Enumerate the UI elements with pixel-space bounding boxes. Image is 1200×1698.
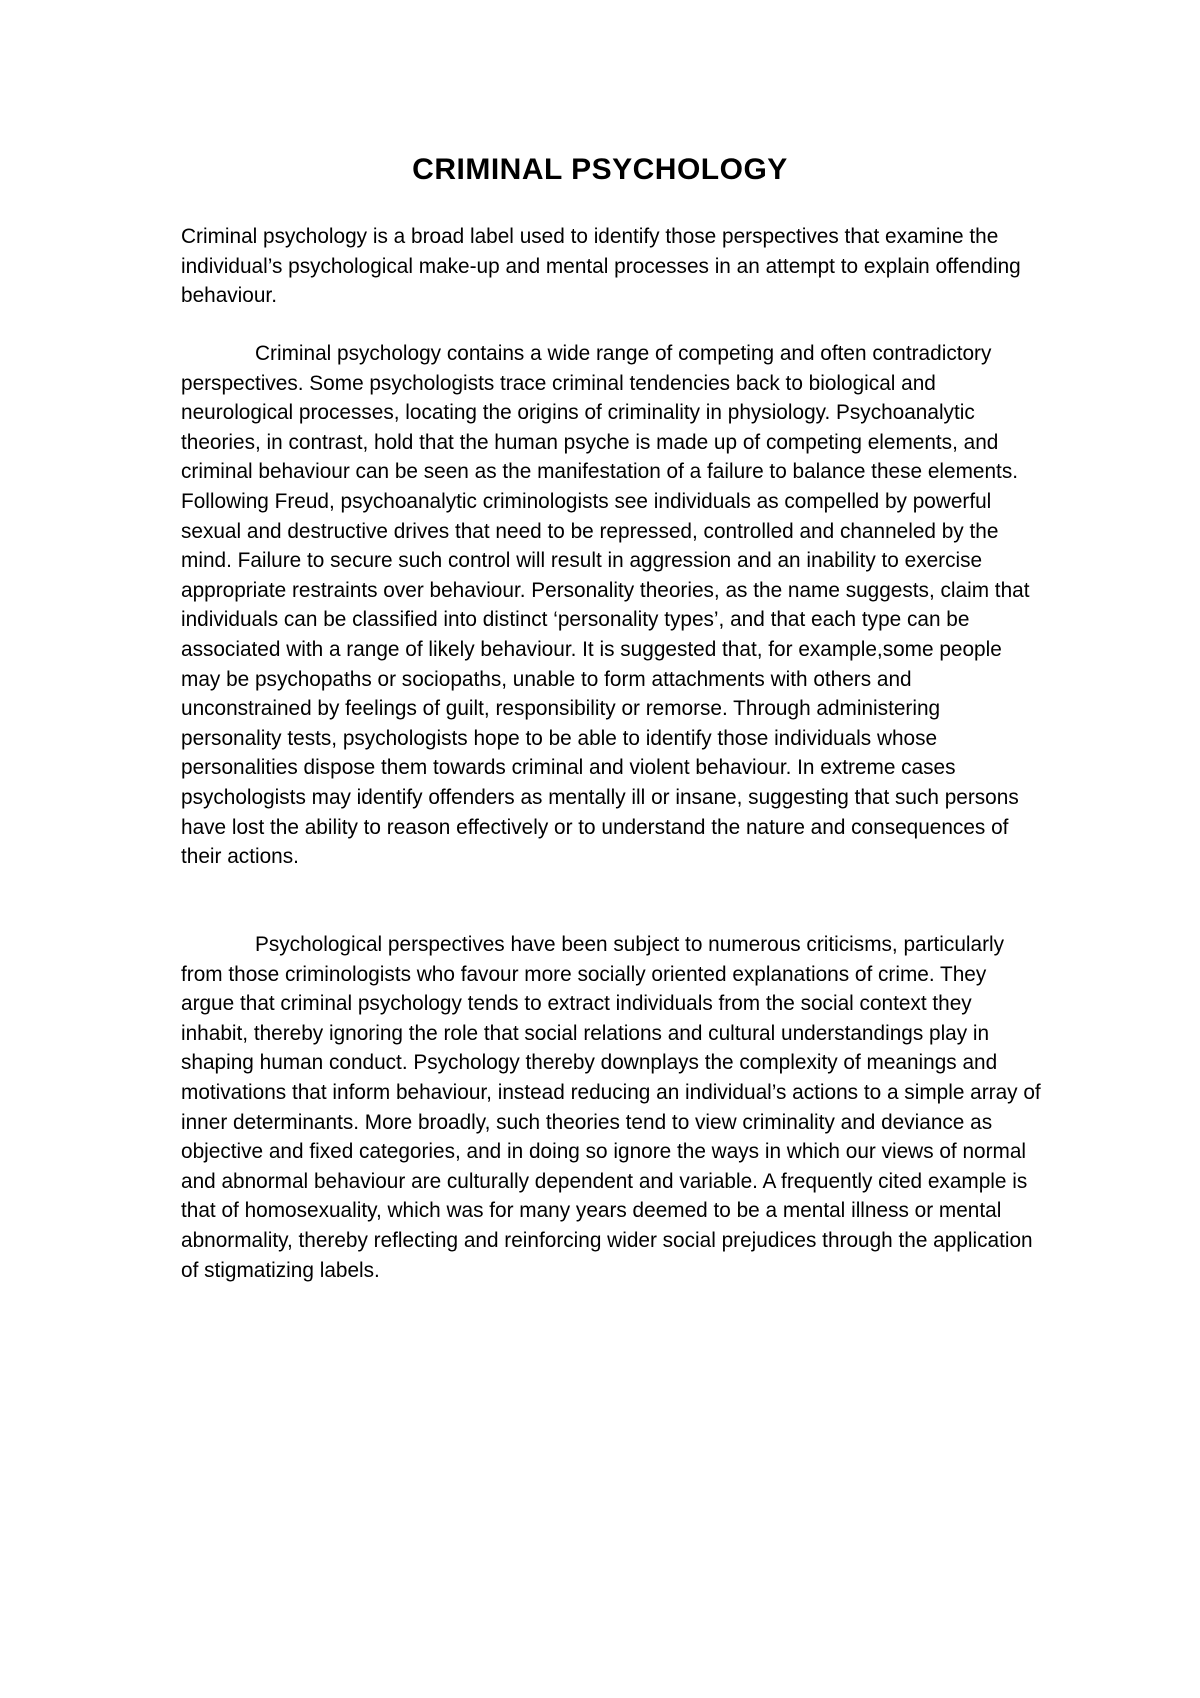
document-title: CRIMINAL PSYCHOLOGY	[412, 153, 788, 186]
paragraph-perspectives: Criminal psychology contains a wide range of competing and often contradictory perspectives. Some psychologists trace criminal tendencies back to biological and neurological processes, locating the origins of criminality in physiology. Psychoanalytic theories, in contrast, hold that the human psyche is made up of competing elements, and criminal behaviour can be seen as the manifestation of a failure to balance these elements. Following Freud, psychoanalytic criminologists see individuals as compelled by powerful sexual and destructive drives that need to be repressed, controlled and channeled by the mind. Failure to secure such control will result in aggression and an inability to exercise appropriate restraints over behaviour. Personality theories, as the name suggests, claim that individuals can be classified into distinct ‘personality types’, and that each type can be associated with a range of likely behaviour. It is suggested that, for example,some people may be psychopaths or sociopaths, unable to form attachments with others and unconstrained by feelings of guilt, responsibility or remorse. Through administering personality tests, psychologists hope to be able to identify those individuals whose personalities dispose them towards criminal and violent behaviour. In extreme cases psychologists may identify offenders as mentally ill or insane, suggesting that such persons have lost the ability to reason effectively or to understand the nature and consequences of their actions.	[181, 342, 1030, 869]
paragraph-intro: Criminal psychology is a broad label used to identify those perspectives that examine the individual’s psychological make-up and mental processes in an attempt to explain offending behaviour.	[181, 225, 1021, 308]
paragraph-criticisms: Psychological perspectives have been subject to numerous criticisms, particularly from those criminologists who favour more socially oriented explanations of crime. They argue that criminal psychology tends to extract individuals from the social context they inhabit, thereby ignoring the role that social relations and cultural understandings play in shaping human conduct. Psychology thereby downplays the complexity of meanings and motivations that inform behaviour, instead reducing an individual’s actions to a simple array of inner determinants. More broadly, such theories tend to view criminality and deviance as objective and fixed categories, and in doing so ignore the ways in which our views of normal and abnormal behaviour are culturally dependent and variable. A frequently cited example is that of homosexuality, which was for many years deemed to be a mental illness or mental abnormality, thereby reflecting and reinforcing wider social prejudices through the application of stigmatizing labels.	[181, 933, 1041, 1282]
